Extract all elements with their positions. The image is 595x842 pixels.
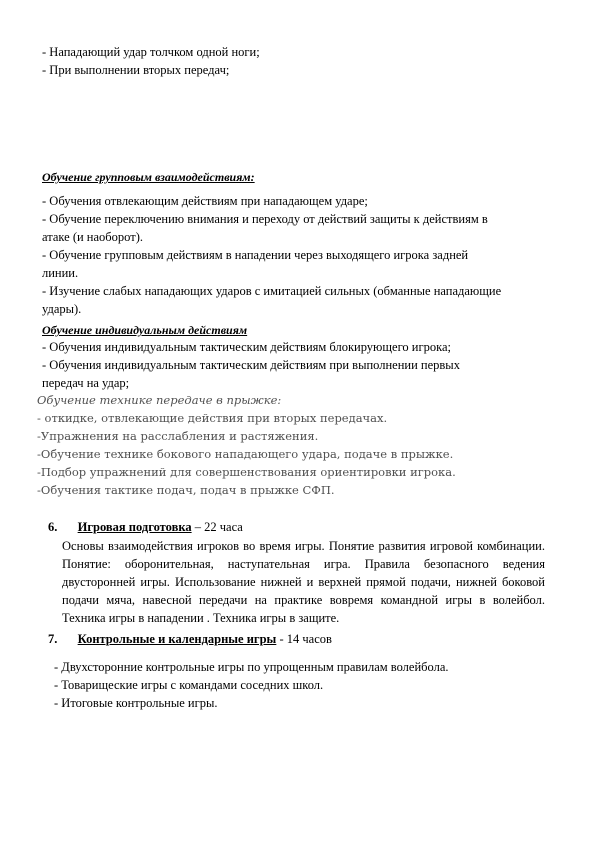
- section-hours: - 14 часов: [276, 632, 332, 646]
- section-6-paragraph: Основы взаимодействия игроков во время игры. Понятие развития игровой комбинации. Понятие: оборонительная, наступательная игра. Правила безопасного ведения двусторонней игры. Использование нижней и верхней прямой подачи, нижней боковой подачи мяча, навесной передачи на практике вовремя командной игры в волейбол. Техника игры в нападении . Техника игры в защите.: [62, 539, 545, 625]
- section-heading-group: Обучение групповым взаимодействиям:: [42, 170, 255, 184]
- section-heading-jump: Обучение технике передаче в прыжке:: [37, 393, 282, 407]
- section-6-heading: [48, 518, 243, 536]
- text-line: -Подбор упражнений для совершенствования ориентировки игрока.: [37, 465, 456, 479]
- text-line: -Упражнения на расслабления и растяжения.: [37, 429, 319, 443]
- text-line: - откидке, отвлекающие действия при вторых передачах.: [37, 411, 388, 425]
- text-line: - Обучения индивидуальным тактическим действиям при выполнении первых: [42, 358, 460, 372]
- text-line: линии.: [42, 266, 79, 280]
- section-number: 7.: [48, 632, 58, 646]
- text-line: - При выполнении вторых передач;: [42, 63, 230, 77]
- text-line: - Обучение переключению внимания и переходу от действий защиты к действиям в: [42, 212, 488, 226]
- section-heading-individual: Обучение индивидуальным действиям: [42, 323, 248, 337]
- text-line: атаке (и наоборот).: [42, 230, 143, 244]
- text-line: - Нападающий удар толчком одной ноги;: [42, 45, 260, 59]
- text-line: - Изучение слабых нападающих ударов с имитацией сильных (обманные нападающие: [42, 284, 502, 298]
- text-line: - Двухсторонние контрольные игры по упрощенным правилам волейбола.: [54, 660, 449, 674]
- section-hours: – 22 часа: [191, 520, 243, 534]
- text-line: -Обучение технике бокового нападающего удара, подаче в прыжке.: [37, 447, 454, 461]
- section-title: Контрольные и календарные игры: [77, 632, 277, 646]
- text-line: -Обучения тактике подач, подач в прыжке СФП.: [37, 483, 335, 497]
- text-line: - Итоговые контрольные игры.: [54, 696, 218, 710]
- section-title: Игровая подготовка: [77, 520, 192, 534]
- section-number: 6.: [48, 520, 58, 534]
- text-line: - Товарищеские игры с командами соседних школ.: [54, 678, 324, 692]
- text-line: передач на удар;: [42, 376, 130, 390]
- text-line: удары).: [42, 302, 82, 316]
- text-line: - Обучения отвлекающим действиям при нападающем ударе;: [42, 194, 368, 208]
- section-7-heading: [48, 630, 332, 648]
- text-line: - Обучения индивидуальным тактическим действиям блокирующего игрока;: [42, 340, 451, 354]
- text-line: - Обучение групповым действиям в нападении через выходящего игрока задней: [42, 248, 469, 262]
